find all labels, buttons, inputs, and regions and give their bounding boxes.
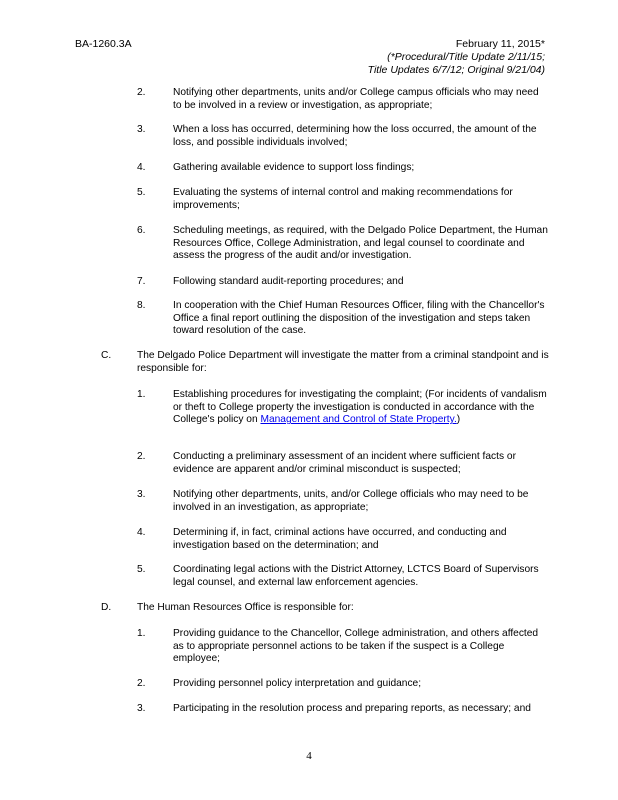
- revision-note-1: (*Procedural/Title Update 2/11/15;: [387, 51, 545, 63]
- list-text: Gathering available evidence to support loss findings;: [173, 162, 415, 173]
- list-number: 4.: [137, 527, 146, 538]
- list-text: Notifying other departments, units, and/or College officials who may need to be involved in an investigation, as appropriate;: [173, 489, 529, 513]
- list-text: Evaluating the systems of internal control and making recommendations for improvements;: [173, 187, 513, 211]
- list-number: 5.: [137, 187, 146, 198]
- list-text: Coordinating legal actions with the District Attorney, LCTCS Board of Supervisors legal counsel, and external law enforcement agencies.: [173, 564, 539, 588]
- list-number: 5.: [137, 564, 146, 575]
- policy-link[interactable]: Management and Control of State Property.: [260, 414, 457, 426]
- list-number: 1.: [137, 628, 146, 639]
- list-text: Conducting a preliminary assessment of an incident where sufficient facts or evidence are apparent and/or criminal misconduct is suspected;: [173, 451, 516, 475]
- list-number: 6.: [137, 225, 146, 236]
- list-number: 3.: [137, 124, 146, 135]
- section-letter: C.: [101, 350, 112, 361]
- list-text: When a loss has occurred, determining how the loss occurred, the amount of the loss, and possible individuals involved;: [173, 124, 537, 148]
- list-text: Participating in the resolution process and preparing reports, as necessary; and: [173, 703, 531, 714]
- list-text: Providing personnel policy interpretation and guidance;: [173, 678, 422, 689]
- list-number: 2.: [137, 451, 146, 462]
- list-number: 7.: [137, 276, 146, 287]
- list-text: Notifying other departments, units and/or College campus officials who may need to be involved in a review or investigation, as appropriate;: [173, 87, 539, 111]
- list-text: Scheduling meetings, as required, with the Delgado Police Department, the Human Resources Office, College Administration, and legal counsel to coordinate and assess the progress of the audit and/or investigation.: [173, 225, 548, 262]
- list-number: 2.: [137, 678, 146, 689]
- list-text: Following standard audit-reporting procedures; and: [173, 276, 404, 287]
- page-number: 4: [306, 750, 312, 762]
- list-number: 1.: [137, 389, 146, 400]
- list-number: 4.: [137, 162, 146, 173]
- revision-header: [368, 38, 545, 77]
- list-text-before-link: Establishing procedures for investigating the complaint; (For incidents of vandalism or theft to College property the investigation is conducted in accordance with the College's policy on: [173, 389, 547, 426]
- list-text: [173, 389, 549, 427]
- list-number: 2.: [137, 87, 146, 98]
- list-text: Providing guidance to the Chancellor, College administration, and others affected as to appropriate personnel actions to be taken if the suspect is a College employee;: [173, 628, 539, 665]
- section-text: The Human Resources Office is responsible for:: [137, 602, 354, 613]
- list-text: In cooperation with the Chief Human Resources Officer, filing with the Chancellor's Office a final report outlining the disposition of the investigation and steps taken toward resolution of the case.: [173, 300, 545, 337]
- list-number: 3.: [137, 489, 146, 500]
- list-number: 8.: [137, 300, 146, 311]
- document-id: BA-1260.3A: [75, 38, 132, 50]
- list-number: 3.: [137, 703, 146, 714]
- list-text: Determining if, in fact, criminal actions have occurred, and conducting and investigation based on the determination; and: [173, 527, 507, 551]
- revision-date: February 11, 2015*: [455, 38, 545, 50]
- section-letter: D.: [101, 602, 112, 613]
- section-text: The Delgado Police Department will investigate the matter from a criminal standpoint and is responsible for:: [137, 350, 549, 374]
- revision-note-2: Title Updates 6/7/12; Original 9/21/04): [367, 64, 545, 76]
- list-text-after-link: ): [456, 414, 461, 426]
